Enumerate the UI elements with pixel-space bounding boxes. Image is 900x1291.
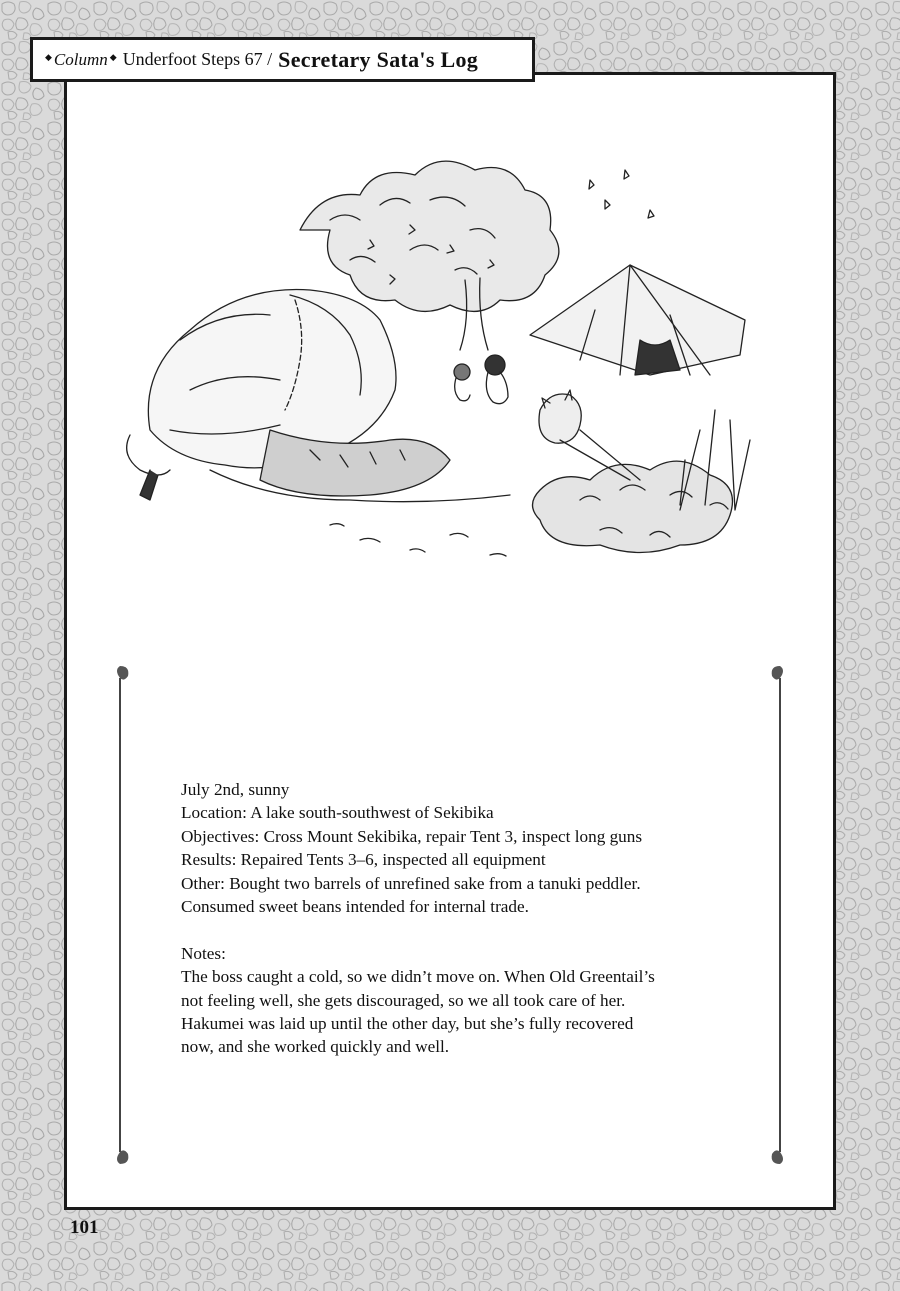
log-objectives: Objectives: Cross Mount Sekibika, repair Tent 3, inspect long guns [181, 826, 643, 846]
notes-line: now, and she worked quickly and well. [181, 1037, 450, 1057]
log-other-continued: Consumed sweet beans intended for internal trade. [181, 897, 529, 917]
log-date: July 2nd, sunny [181, 780, 290, 799]
column-label: Column [53, 49, 108, 69]
column-header [30, 37, 535, 82]
diamond-icon: ◆ [109, 52, 117, 62]
log-entry [181, 778, 741, 1059]
notes-line: The boss caught a cold, so we didn’t move on. When Old Greentail’s [181, 967, 655, 987]
notes-line: Hakumei was laid up until the other day, but she’s fully recovered [181, 1014, 634, 1034]
diamond-icon: ◆ [45, 52, 52, 62]
log-location: Location: A lake south-southwest of Sekibika [181, 803, 494, 823]
page-number: 101 [70, 1217, 99, 1238]
notes-heading: Notes: [181, 943, 226, 963]
notes-line: not feeling well, she gets discouraged, so we all took care of her. [181, 990, 626, 1010]
series-label: Underfoot Steps 67 / [122, 49, 273, 69]
camp-illustration [110, 110, 800, 600]
log-results: Results: Repaired Tents 3–6, inspected all equipment [181, 850, 546, 870]
column-title: Secretary Sata's Log [278, 46, 479, 72]
log-other: Other: Bought two barrels of unrefined sake from a tanuki peddler. [181, 873, 641, 893]
paragraph-gap [181, 918, 741, 941]
